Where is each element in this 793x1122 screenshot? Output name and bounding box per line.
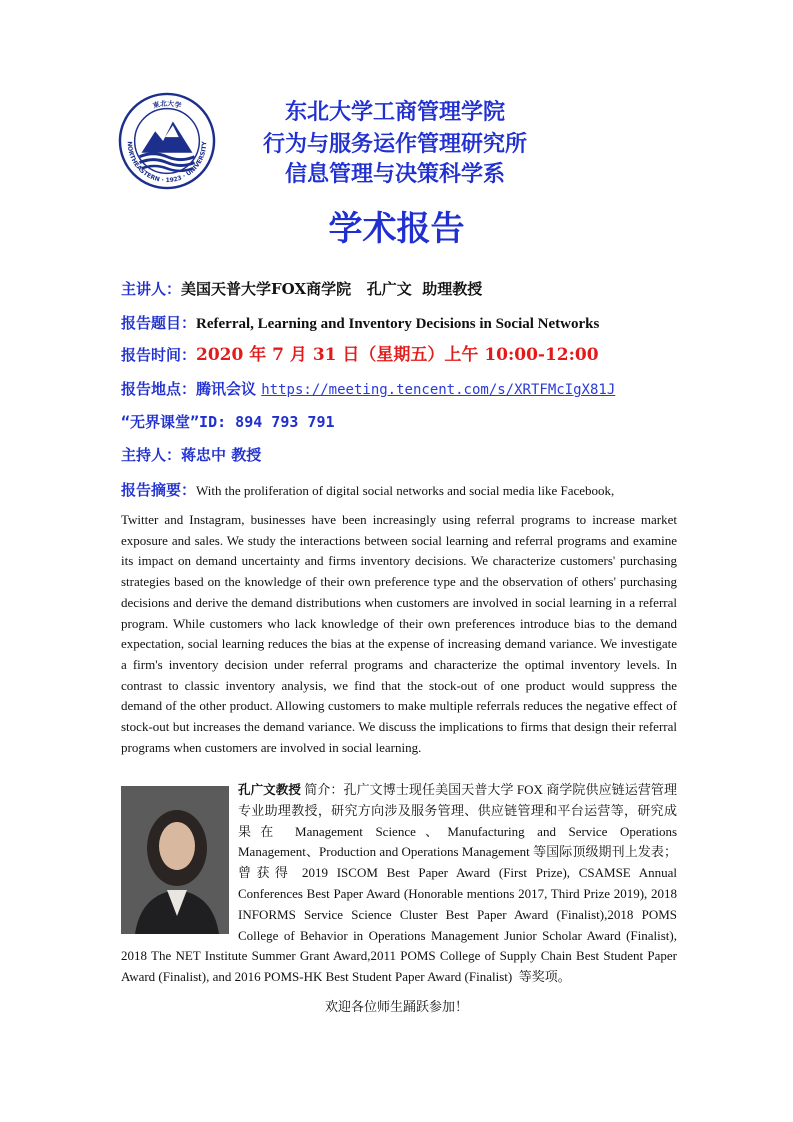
- speaker-row: [121, 278, 482, 300]
- time-row: [121, 344, 599, 366]
- welcome-text: 欢迎各位师生踊跃参加！: [324, 1000, 468, 1015]
- header-line-2: 行为与服务运作管理研究所: [262, 132, 527, 157]
- host-value: 蒋忠中 教授: [181, 446, 262, 464]
- bio-text: 简介：孔广文博士现任美国天普大学 FOX 商学院供应链运营管理专业助理教授，研究方向涉及服务管理、供应链管理和平台运营等，研究成果在 Management Science、Manufacturing and Service Operations Management、Production and Operations Management 等国际顶级期刊上发表；曾获得 2019 ISCOM Best Paper Award (First Prize), CSAMSE Annual Conferences Best Paper Award (Honorable mentions 2017, Third Prize 2019), 2018 INFORMS Service Science Cluster Best Paper Award (Finalist),2018 POMS College of Behavior in Operations Management Junior Scholar Award (Finalist), 2018 The NET Institute Summer Grant Award,2011 POMS College of Supply Chain Best Student Paper Award (Finalist), and 2016 POMS-HK Best Student Paper Award (Finalist) 等奖项。: [121, 782, 681, 985]
- university-seal-icon: [118, 92, 216, 190]
- abstract-first-text: With the proliferation of digital social networks and social media like Facebook,: [196, 483, 615, 498]
- topic-value: Referral, Learning and Inventory Decisions in Social Networks: [196, 316, 600, 332]
- host-row: [121, 444, 261, 466]
- abstract-first-line: [121, 480, 681, 502]
- meeting-link[interactable]: https://meeting.tencent.com/s/XRTFMcIgX81J: [261, 382, 616, 398]
- host-label: 主持人：: [121, 446, 182, 464]
- topic-row: [121, 312, 599, 335]
- time-value: 2020 年 7 月 31 日（星期五）上午 10:00-12:00: [196, 345, 599, 365]
- header-line-1: 东北大学工商管理学院: [284, 100, 505, 125]
- meeting-id: “无界课堂”ID: 894 793 791: [121, 413, 335, 431]
- bio-name: 孔广文教授: [238, 782, 301, 797]
- header-line-3: 信息管理与决策科学系: [284, 162, 505, 187]
- abstract-label: 报告摘要：: [121, 481, 197, 499]
- topic-label: 报告题目：: [121, 314, 197, 332]
- location-label: 报告地点：: [121, 380, 197, 398]
- speaker-label: 主讲人：: [121, 280, 182, 298]
- page-title: 学术报告: [328, 209, 465, 249]
- speaker-value: 美国天普大学FOX商学院 孔广文 助理教授: [181, 280, 483, 298]
- location-value: 腾讯会议: [196, 380, 262, 398]
- speaker-bio: [121, 780, 681, 988]
- logo-text-ring: NORTHEASTERN · 1923 · UNIVERSITY: [125, 141, 209, 185]
- location-row: [121, 378, 615, 401]
- time-label: 报告时间：: [121, 346, 197, 364]
- abstract-body: Twitter and Instagram, businesses have been increasingly using referral programs to increase market exposure and sales. We study the interactions between social learning and referral programs and examine its impact on demand uncertainty and firms inventory decisions. We characterize customers' purchasing strategies based on the knowledge of their own preference type and the observation of others' purchasing decisions and derive the demand distributions when customers are involved in social learning in a referral program. While customers who lack knowledge of their own preferences introduce bias to the demand expectation, social learning reduces the bias at the expense of increasing demand variance. We investigate a firm's inventory decision under referral programs and characterize the optimal inventory levels. In contrast to classic inventory analysis, we find that the stock-out of one product would suppress the demand of the other product. Allowing customers to make multiple referrals reduces the negative effect of stock-out but increases the demand variance. We discuss the implications to firms that design their referral programs when customers are involved in social learning.: [121, 512, 677, 755]
- logo-text-top: 東北大学: [151, 99, 183, 111]
